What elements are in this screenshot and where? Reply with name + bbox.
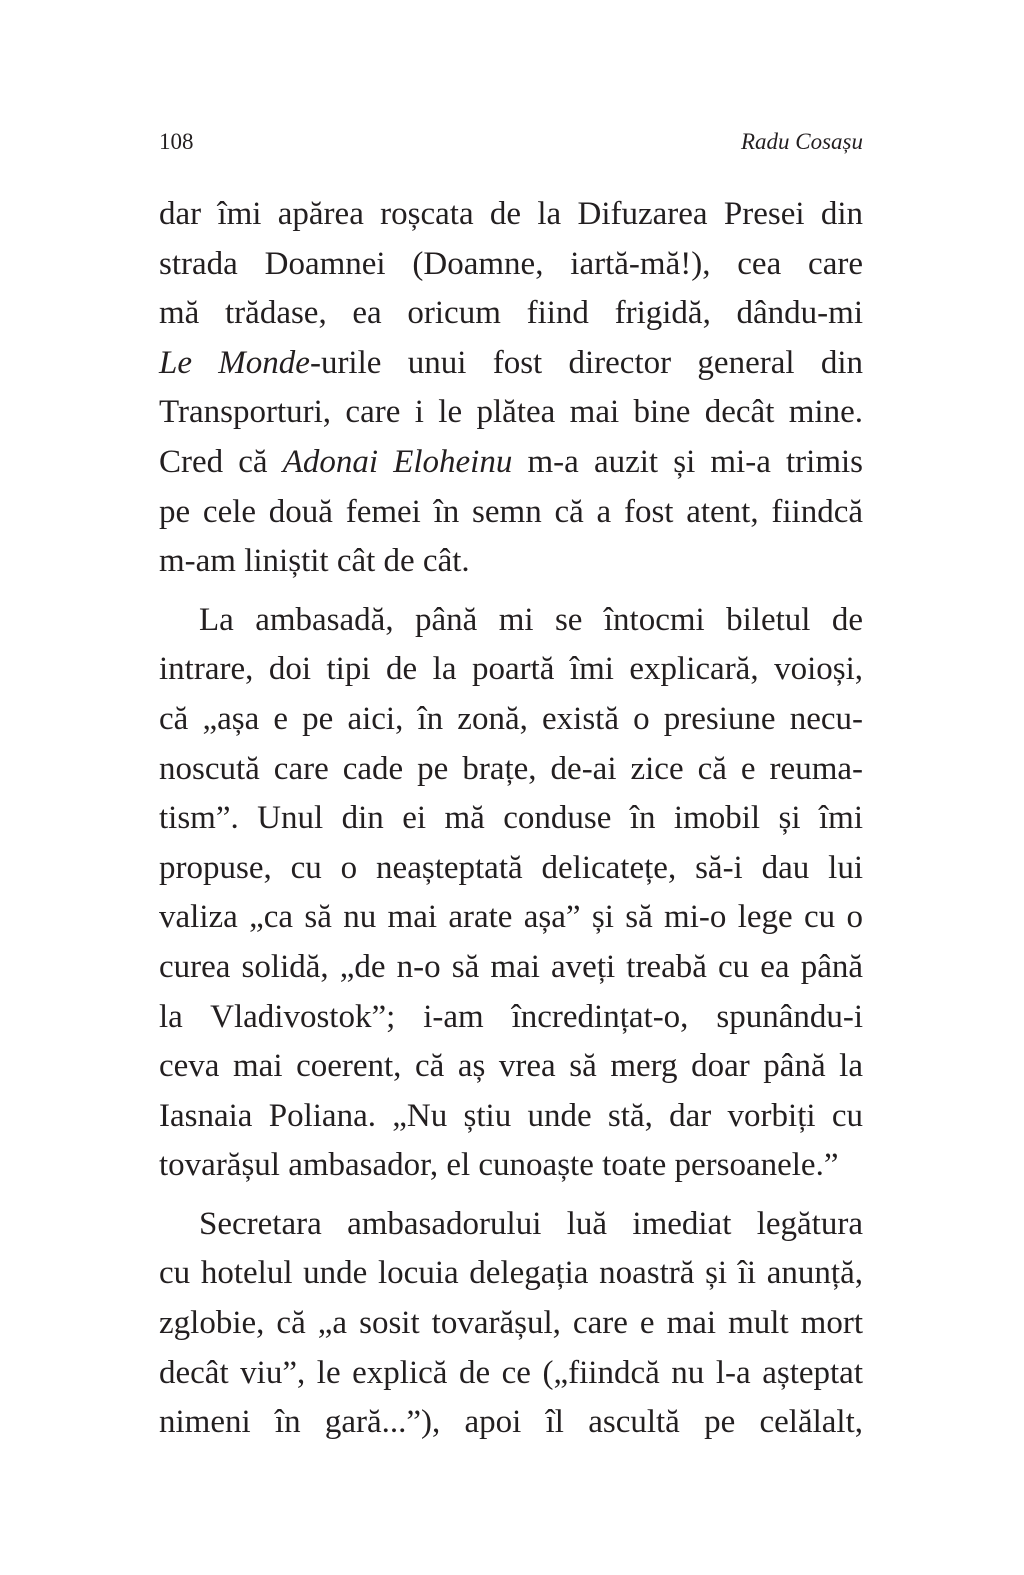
- text-segment: m-am liniștit cât de cât.: [159, 543, 470, 580]
- text-line: [159, 844, 863, 894]
- text-segment: tovarășul ambasador, el cunoaște toate persoanele.”: [159, 1147, 839, 1184]
- text-line: [159, 645, 863, 695]
- text-line: [159, 1299, 863, 1349]
- text-segment: strada Doamnei (Doamne, iartă-mă!), cea care: [159, 245, 863, 282]
- text-segment: mă trădase, ea oricum fiind frigidă, dându-mi: [159, 295, 863, 332]
- text-line: [159, 1141, 863, 1191]
- text-segment: pe cele două femei în semn că a fost atent, fiindcă: [159, 493, 863, 530]
- paragraph: [159, 596, 863, 1191]
- text-segment: propuse, cu o neașteptată delicatețe, să-i dau lui: [159, 849, 863, 886]
- text-segment: noscută care cade pe brațe, de-ai zice că e reuma-: [159, 750, 863, 787]
- text-segment: valiza „ca să nu mai arate așa” și să mi-o lege cu o: [159, 899, 863, 936]
- page-header: [159, 124, 863, 164]
- text-segment: Iasnaia Poliana. „Nu știu unde stă, dar vorbiți cu: [159, 1097, 863, 1134]
- text-segment: cu hotelul unde locuia delegația noastră și îi anunță,: [159, 1255, 863, 1292]
- text-line: [159, 1249, 863, 1299]
- italic-text: Adonai Eloheinu: [282, 443, 513, 480]
- text-line: [159, 794, 863, 844]
- text-line: [159, 596, 863, 646]
- text-line: [159, 339, 863, 389]
- text-segment: intrare, doi tipi de la poartă îmi explicară, voioși,: [159, 651, 863, 688]
- text-line: [159, 1349, 863, 1399]
- text-segment: zglobie, că „a sosit tovarășul, care e mai mult mort: [159, 1305, 863, 1342]
- running-head-author: Radu Cosașu: [740, 129, 863, 154]
- text-line: [159, 537, 863, 587]
- text-segment: Transporturi, care i le plătea mai bine decât mine.: [159, 394, 863, 431]
- text-line: [159, 993, 863, 1043]
- text-segment: tism”. Unul din ei mă conduse în imobil și îmi: [159, 800, 863, 837]
- text-segment: la Vladivostok”; i-am încredințat-o, spunându-i: [159, 998, 863, 1035]
- text-line: [159, 1042, 863, 1092]
- italic-text: Le Monde: [159, 344, 310, 381]
- text-segment: dar îmi apărea roșcata de la Difuzarea Presei din: [159, 196, 863, 232]
- paragraph: [159, 190, 863, 587]
- text-line: [159, 438, 863, 488]
- text-line: [159, 289, 863, 339]
- body-text: [159, 190, 863, 1448]
- text-segment: Cred că: [159, 443, 283, 480]
- text-line: [159, 695, 863, 745]
- text-segment: -urile unui fost director general din: [309, 344, 863, 381]
- text-line: [159, 943, 863, 993]
- text-line: [159, 388, 863, 438]
- text-segment: curea solidă, „de n-o să mai aveți treabă cu ea până: [159, 948, 863, 985]
- paragraph: [159, 1200, 863, 1448]
- text-segment: La ambasadă, până mi se întocmi biletul de: [199, 601, 863, 638]
- text-line: [159, 893, 863, 943]
- text-line: [159, 745, 863, 795]
- text-segment: m-a auzit și mi-a trimis: [512, 443, 863, 480]
- text-line: [159, 488, 863, 538]
- text-line: [159, 1398, 863, 1448]
- text-line: [159, 190, 863, 240]
- text-line: [159, 1092, 863, 1142]
- text-segment: că „așa e pe aici, în zonă, există o presiune necu-: [159, 700, 863, 737]
- text-segment: decât viu”, le explică de ce („fiindcă nu l-a așteptat: [159, 1354, 863, 1391]
- text-segment: ceva mai coerent, că aș vrea să merg doar până la: [159, 1048, 863, 1085]
- text-line: [159, 240, 863, 290]
- text-segment: Secretara ambasadorului luă imediat legătura: [199, 1205, 863, 1242]
- text-segment: nimeni în gară...”), apoi îl ascultă pe celălalt,: [159, 1404, 863, 1441]
- page-number: 108: [159, 129, 194, 154]
- text-line: [159, 1200, 863, 1250]
